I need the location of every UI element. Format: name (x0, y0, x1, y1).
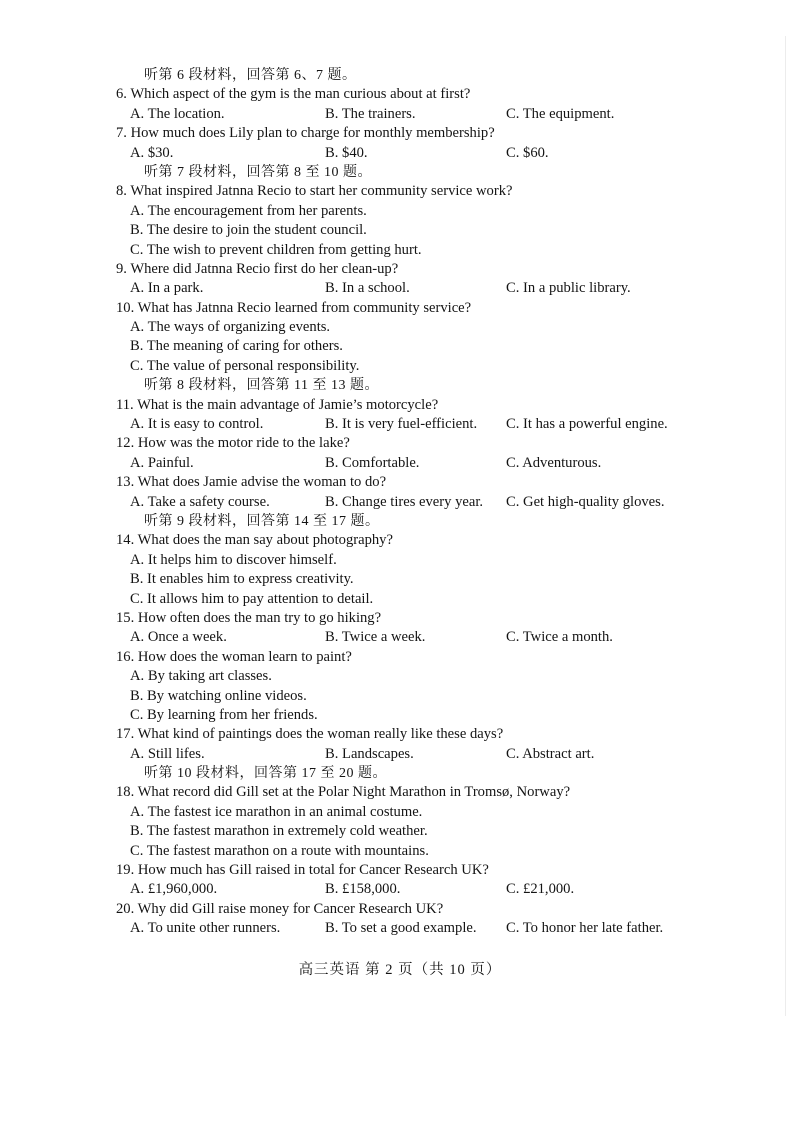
option-a: A. It is easy to control. (130, 416, 264, 433)
option-b: B. It is very fuel-efficient. (325, 416, 478, 433)
question-text: 12. How was the motor ride to the lake? (116, 435, 350, 452)
option-a: A. £1,960,000. (130, 881, 218, 898)
options-row (116, 144, 686, 163)
option-a: A. The fastest ice marathon in an animal costume. (130, 803, 423, 820)
option-b: B. Comfortable. (325, 454, 420, 471)
option-b: B. The fastest marathon in extremely cold weather. (130, 823, 428, 840)
question-text: 20. Why did Gill raise money for Cancer Research UK? (116, 900, 444, 917)
section-heading: 听第 10 段材料，回答第 17 至 20 题。 (144, 766, 387, 782)
option-c: C. £21,000. (506, 881, 575, 898)
option-c: C. It has a powerful engine. (506, 416, 668, 433)
question-text: 8. What inspired Jatnna Recio to start her community service work? (116, 183, 513, 200)
options-row (116, 628, 686, 647)
options-row (116, 454, 686, 473)
option-c: C. Twice a month. (506, 629, 613, 646)
option-a: A. Once a week. (130, 629, 227, 646)
option-b: B. It enables him to express creativity. (130, 571, 354, 588)
option-b: B. £158,000. (325, 881, 401, 898)
page-footer: 高三英语 第 2 页（共 10 页） (298, 962, 502, 978)
question-text: 19. How much has Gill raised in total for Cancer Research UK? (116, 862, 489, 879)
option-a: A. $30. (130, 144, 174, 161)
option-b: B. By watching online videos. (130, 687, 307, 704)
question-text: 7. How much does Lily plan to charge for monthly membership? (116, 125, 495, 142)
options-row (116, 493, 686, 512)
option-a: A. The location. (130, 105, 225, 122)
option-a: A. Take a safety course. (130, 493, 270, 510)
question-text: 13. What does Jamie advise the woman to do? (116, 474, 387, 491)
option-b: B. Landscapes. (325, 745, 414, 762)
question-text: 6. Which aspect of the gym is the man curious about at first? (116, 86, 471, 103)
option-b: B. $40. (325, 144, 368, 161)
scan-edge (785, 36, 786, 1016)
options-row (116, 279, 686, 298)
option-c: C. To honor her late father. (506, 920, 664, 937)
section-heading: 听第 9 段材料，回答第 14 至 17 题。 (144, 513, 380, 529)
option-a: A. The encouragement from her parents. (130, 202, 367, 219)
options-row (116, 415, 686, 434)
question-text: 15. How often does the man try to go hiking? (116, 609, 382, 626)
option-b: B. Twice a week. (325, 629, 426, 646)
exam-page (116, 66, 686, 939)
option-c: C. Get high-quality gloves. (506, 493, 665, 510)
option-c: C. $60. (506, 144, 549, 161)
option-a: A. Painful. (130, 454, 194, 471)
section-heading: 听第 8 段材料，回答第 11 至 13 题。 (144, 378, 379, 394)
option-b: B. To set a good example. (325, 920, 477, 937)
question-text: 17. What kind of paintings does the woman really like these days? (116, 726, 504, 743)
option-a: A. To unite other runners. (130, 920, 281, 937)
option-c: C. The equipment. (506, 105, 615, 122)
question-text: 14. What does the man say about photography? (116, 532, 393, 549)
question-text: 9. Where did Jatnna Recio first do her clean-up? (116, 260, 399, 277)
option-c: C. The fastest marathon on a route with mountains. (130, 842, 429, 859)
option-a: A. By taking art classes. (130, 668, 272, 685)
options-row (116, 105, 686, 124)
option-b: B. The desire to join the student council. (130, 222, 367, 239)
options-row (116, 919, 686, 938)
options-row (116, 745, 686, 764)
option-a: A. In a park. (130, 280, 204, 297)
option-c: C. By learning from her friends. (130, 706, 318, 723)
option-c: C. Adventurous. (506, 454, 602, 471)
option-c: C. The value of personal responsibility. (130, 357, 360, 374)
option-a: A. Still lifes. (130, 745, 205, 762)
options-row (116, 880, 686, 899)
option-b: B. In a school. (325, 280, 410, 297)
option-b: B. The meaning of caring for others. (130, 338, 343, 355)
question-text: 18. What record did Gill set at the Polar Night Marathon in Tromsø, Norway? (116, 784, 571, 801)
option-b: B. The trainers. (325, 105, 416, 122)
section-heading: 听第 6 段材料，回答第 6、7 题。 (144, 68, 357, 83)
question-text: 16. How does the woman learn to paint? (116, 648, 352, 665)
option-a: A. The ways of organizing events. (130, 319, 331, 336)
option-c: C. The wish to prevent children from getting hurt. (130, 241, 422, 258)
question-text: 10. What has Jatnna Recio learned from community service? (116, 299, 472, 316)
option-b: B. Change tires every year. (325, 493, 484, 510)
section-heading: 听第 7 段材料，回答第 8 至 10 题。 (144, 164, 372, 180)
option-c: C. In a public library. (506, 280, 631, 297)
option-c: C. It allows him to pay attention to detail. (130, 590, 374, 607)
option-a: A. It helps him to discover himself. (130, 551, 337, 568)
question-text: 11. What is the main advantage of Jamie’s motorcycle? (116, 396, 439, 413)
option-c: C. Abstract art. (506, 745, 595, 762)
